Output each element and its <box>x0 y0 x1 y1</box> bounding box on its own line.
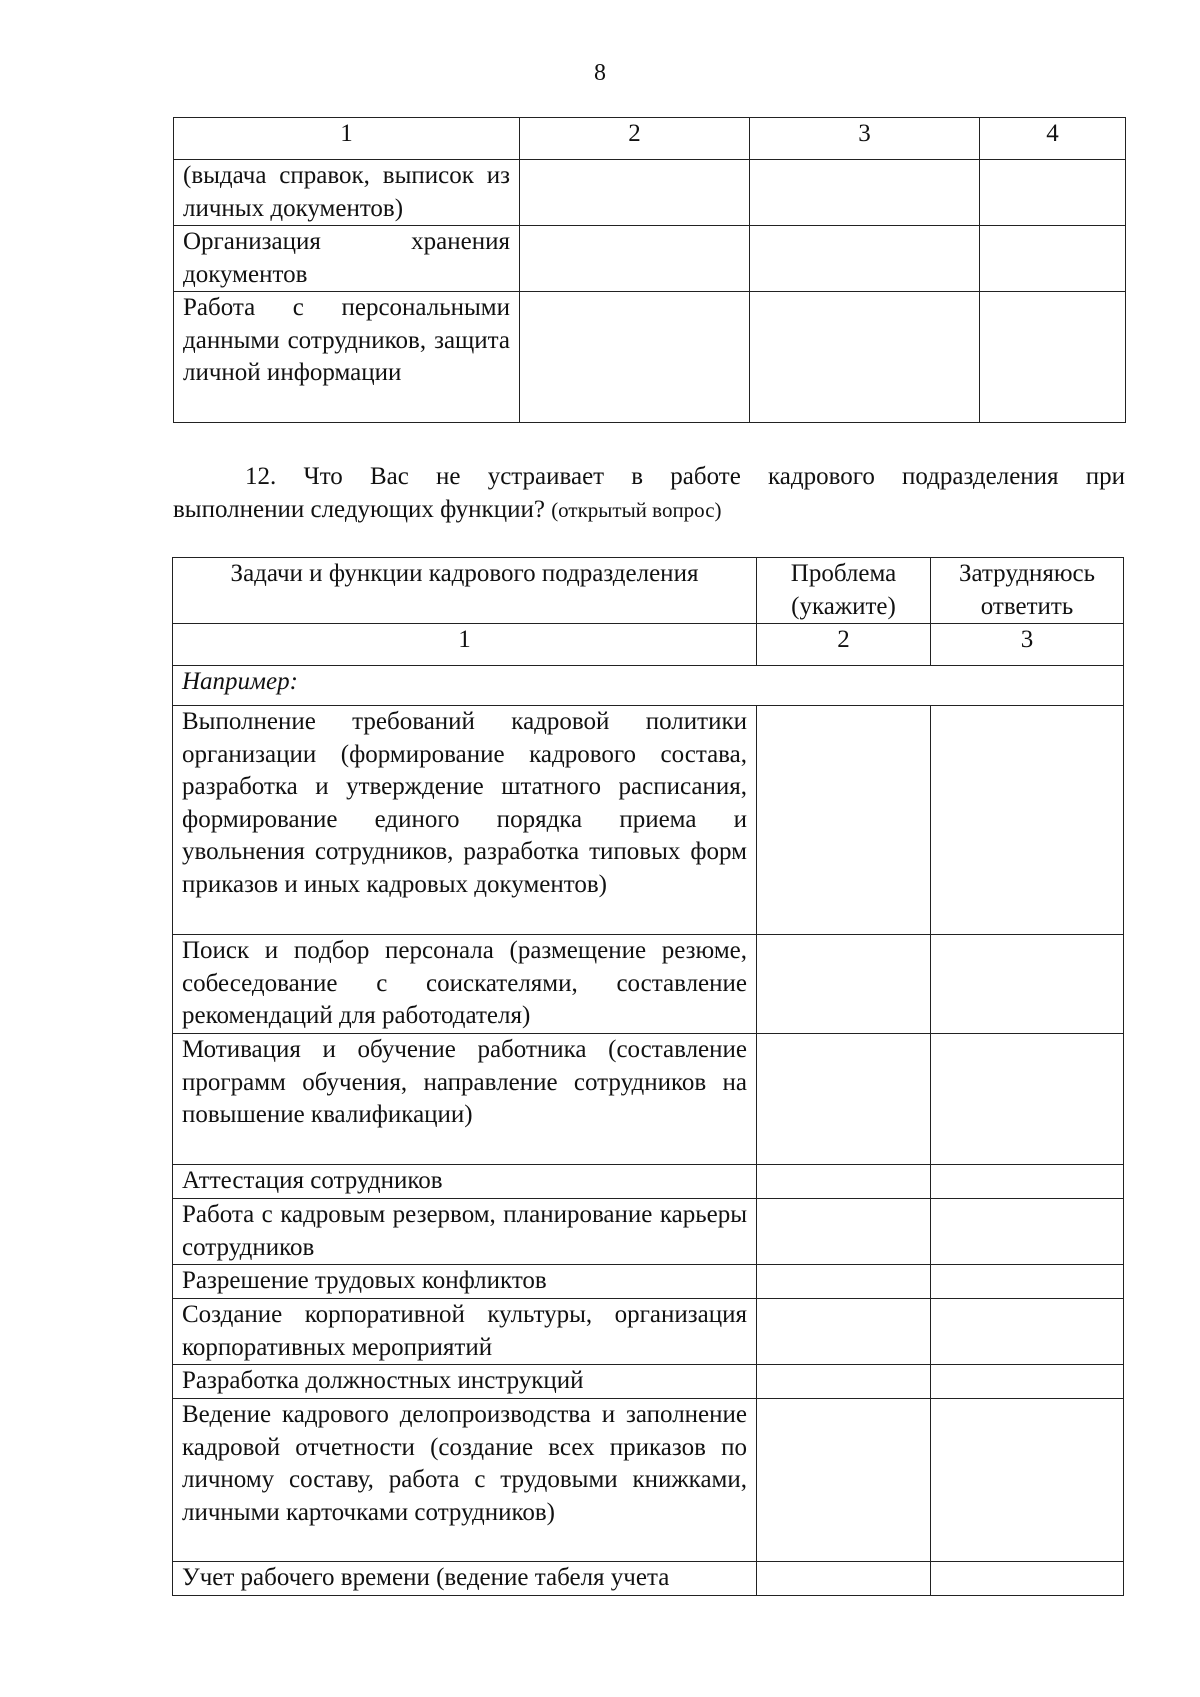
row-label: Работа с персональными данными сотрудников, защита личной информации <box>174 292 520 423</box>
problem-cell[interactable] <box>757 1365 931 1399</box>
header-problem: Проблема (укажите) <box>757 558 931 624</box>
function-label: Работа с кадровым резервом, планирование карьеры сотрудников <box>173 1199 757 1265</box>
problem-cell[interactable] <box>757 706 931 935</box>
table-row <box>173 1034 1124 1165</box>
difficult-cell[interactable] <box>931 1299 1124 1365</box>
problem-cell[interactable] <box>757 1199 931 1265</box>
table-row <box>173 1199 1124 1265</box>
function-label: Разрешение трудовых конфликтов <box>173 1265 757 1299</box>
problem-cell[interactable] <box>757 1265 931 1299</box>
column-number-1: 1 <box>174 118 520 160</box>
function-label: Ведение кадрового делопроизводства и заполнение кадровой отчетности (создание всех приказов по личному составу, работа с трудовыми книжками, личными карточками сотрудников) <box>173 1399 757 1562</box>
table-row <box>174 160 1126 226</box>
function-label: Мотивация и обучение работника (составление программ обучения, направление сотрудников на повышение квалификации) <box>173 1034 757 1165</box>
function-label: Аттестация сотрудников <box>173 1165 757 1199</box>
problem-cell[interactable] <box>757 1165 931 1199</box>
difficult-cell[interactable] <box>931 1562 1124 1596</box>
table-row <box>173 935 1124 1034</box>
problem-cell[interactable] <box>757 1399 931 1562</box>
answer-cell[interactable] <box>520 292 750 423</box>
page-number: 8 <box>594 60 606 86</box>
hr-functions-table <box>172 557 1124 1596</box>
question-number: 12. <box>245 463 277 490</box>
problem-cell[interactable] <box>757 935 931 1034</box>
row-label: Организация хранения документов <box>174 226 520 292</box>
answer-cell[interactable] <box>980 292 1126 423</box>
function-label: Учет рабочего времени (ведение табеля учета <box>173 1562 757 1596</box>
question-line-2: выполнении следующих функции? (открытый вопрос) <box>173 496 722 523</box>
column-number-3: 3 <box>931 624 1124 666</box>
column-number-2: 2 <box>520 118 750 160</box>
question-12 <box>173 460 1125 527</box>
difficult-cell[interactable] <box>931 1399 1124 1562</box>
header-difficult: Затрудняюсь ответить <box>931 558 1124 624</box>
table-row <box>173 1562 1124 1596</box>
table-row <box>173 1365 1124 1399</box>
answer-cell[interactable] <box>750 160 980 226</box>
table-header-row <box>173 558 1124 624</box>
table-header-row <box>174 118 1126 160</box>
question-line-1: 12. Что Вас не устраивает в работе кадрового подразделения при <box>245 463 1126 490</box>
table-row <box>173 706 1124 935</box>
header-tasks: Задачи и функции кадрового подразделения <box>173 558 757 624</box>
column-number-2: 2 <box>757 624 931 666</box>
difficult-cell[interactable] <box>931 1034 1124 1165</box>
problem-cell[interactable] <box>757 1299 931 1365</box>
function-label: Создание корпоративной культуры, организация корпоративных мероприятий <box>173 1299 757 1365</box>
answer-cell[interactable] <box>980 160 1126 226</box>
problem-cell[interactable] <box>757 1562 931 1596</box>
column-number-1: 1 <box>173 624 757 666</box>
column-numbers-row <box>173 624 1124 666</box>
difficult-cell[interactable] <box>931 1199 1124 1265</box>
table-row <box>173 1299 1124 1365</box>
problem-cell[interactable] <box>757 1034 931 1165</box>
question-note: (открытый вопрос) <box>551 498 722 522</box>
answer-cell[interactable] <box>520 160 750 226</box>
table-row <box>174 292 1126 423</box>
table-continued <box>173 117 1126 423</box>
example-row <box>173 666 1124 706</box>
difficult-cell[interactable] <box>931 1165 1124 1199</box>
difficult-cell[interactable] <box>931 1265 1124 1299</box>
difficult-cell[interactable] <box>931 706 1124 935</box>
row-label: (выдача справок, выписок из личных документов) <box>174 160 520 226</box>
difficult-cell[interactable] <box>931 1365 1124 1399</box>
table-row <box>174 226 1126 292</box>
function-label: Разработка должностных инструкций <box>173 1365 757 1399</box>
column-number-3: 3 <box>750 118 980 160</box>
column-number-4: 4 <box>980 118 1126 160</box>
function-label: Выполнение требований кадровой политики организации (формирование кадрового состава, разработка и утверждение штатного расписания, формирование единого порядка приема и увольнения сотрудников, разработка типовых форм приказов и иных кадровых документов) <box>173 706 757 935</box>
table-row <box>173 1165 1124 1199</box>
answer-cell[interactable] <box>980 226 1126 292</box>
function-label: Поиск и подбор персонала (размещение резюме, собеседование с соискателями, составление рекомендаций для работодателя) <box>173 935 757 1034</box>
answer-cell[interactable] <box>750 292 980 423</box>
table-row <box>173 1265 1124 1299</box>
answer-cell[interactable] <box>520 226 750 292</box>
example-label: Например: <box>173 666 1124 706</box>
table-row <box>173 1399 1124 1562</box>
difficult-cell[interactable] <box>931 935 1124 1034</box>
answer-cell[interactable] <box>750 226 980 292</box>
